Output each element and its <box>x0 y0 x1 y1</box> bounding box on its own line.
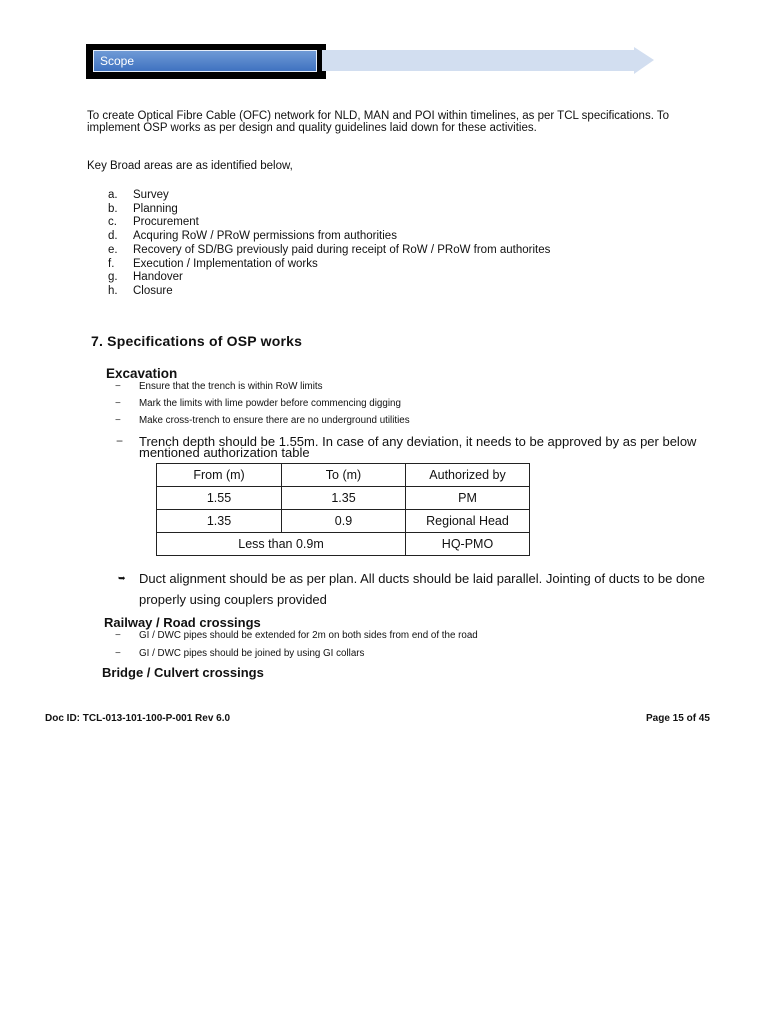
dash-bullet-icon: − <box>115 630 121 641</box>
list-marker: g. <box>108 271 118 284</box>
list-item <box>108 189 550 203</box>
list-text: Execution / Implementation of works <box>133 257 318 270</box>
table-header-cell: Authorized by <box>406 464 530 487</box>
table-cell: 1.35 <box>282 487 406 510</box>
railway-heading: Railway / Road crossings <box>104 615 261 630</box>
broad-areas-list <box>108 189 550 299</box>
table-row <box>157 510 530 533</box>
table-cell: 0.9 <box>282 510 406 533</box>
table-row <box>157 487 530 510</box>
scope-label: Scope <box>100 54 135 68</box>
list-text: Planning <box>133 202 178 215</box>
table-header-cell: To (m) <box>282 464 406 487</box>
list-text: Recovery of SD/BG previously paid during receipt of RoW / PRoW from authorites <box>133 243 551 256</box>
dash-bullet-icon: − <box>115 415 121 426</box>
table-row <box>157 533 530 556</box>
table-cell: PM <box>406 487 530 510</box>
banner-arrow-icon <box>322 47 656 75</box>
list-item <box>108 216 550 230</box>
list-marker: f. <box>108 257 115 270</box>
scope-label-box <box>93 50 317 72</box>
intro-paragraph: To create Optical Fibre Cable (OFC) network for NLD, MAN and POI within timelines, as per TCL specifications. To implement OSP works as per design and quality guidelines laid down for these activities. <box>87 110 670 134</box>
list-marker: d. <box>108 230 118 243</box>
page-number: Page 15 of 45 <box>646 713 710 724</box>
scope-banner <box>86 44 326 79</box>
authorization-table <box>156 463 530 556</box>
table-cell: 1.35 <box>157 510 282 533</box>
list-marker: b. <box>108 202 118 215</box>
dash-bullet-icon: − <box>116 434 124 448</box>
duct-bullet-icon: ➥ <box>118 573 126 583</box>
duct-alignment-note: Duct alignment should be as per plan. All ducts should be laid parallel. Jointing of ducts to be done properly using couplers provided <box>139 571 705 607</box>
list-marker: c. <box>108 216 117 229</box>
list-text: Procurement <box>133 216 199 229</box>
railway-bullet: GI / DWC pipes should be extended for 2m on both sides from end of the road <box>139 630 478 641</box>
list-marker: h. <box>108 284 118 297</box>
list-item <box>108 271 550 285</box>
bridge-heading: Bridge / Culvert crossings <box>102 665 264 680</box>
table-cell: HQ-PMO <box>406 533 530 556</box>
excavation-bullet: Mark the limits with lime powder before commencing digging <box>139 398 401 409</box>
excavation-heading: Excavation <box>106 366 178 381</box>
table-header-row <box>157 464 530 487</box>
list-text: Handover <box>133 271 183 284</box>
table-cell: Less than 0.9m <box>157 533 406 556</box>
list-item <box>108 230 550 244</box>
trench-depth-note: Trench depth should be 1.55m. In case of any deviation, it needs to be approved by as per below mentioned authorization table <box>139 434 697 460</box>
dash-bullet-icon: − <box>115 381 121 392</box>
railway-bullet: GI / DWC pipes should be joined by using GI collars <box>139 648 365 659</box>
list-text: Acquring RoW / PRoW permissions from authorities <box>133 230 397 243</box>
list-text: Closure <box>133 284 173 297</box>
excavation-bullet: Make cross-trench to ensure there are no underground utilities <box>139 415 410 426</box>
section-title: 7. Specifications of OSP works <box>91 333 303 349</box>
list-item <box>108 244 550 258</box>
excavation-bullet: Ensure that the trench is within RoW limits <box>139 381 323 392</box>
dash-bullet-icon: − <box>115 648 121 659</box>
list-marker: e. <box>108 243 118 256</box>
table-cell: Regional Head <box>406 510 530 533</box>
doc-id: Doc ID: TCL-013-101-100-P-001 Rev 6.0 <box>45 713 231 724</box>
dash-bullet-icon: − <box>115 398 121 409</box>
table-cell: 1.55 <box>157 487 282 510</box>
table-header-cell: From (m) <box>157 464 282 487</box>
list-text: Survey <box>133 189 169 201</box>
list-item <box>108 203 550 217</box>
intro-lead: Key Broad areas are as identified below, <box>87 160 293 172</box>
list-marker: a. <box>108 189 118 201</box>
list-item <box>108 285 550 299</box>
list-item <box>108 258 550 272</box>
